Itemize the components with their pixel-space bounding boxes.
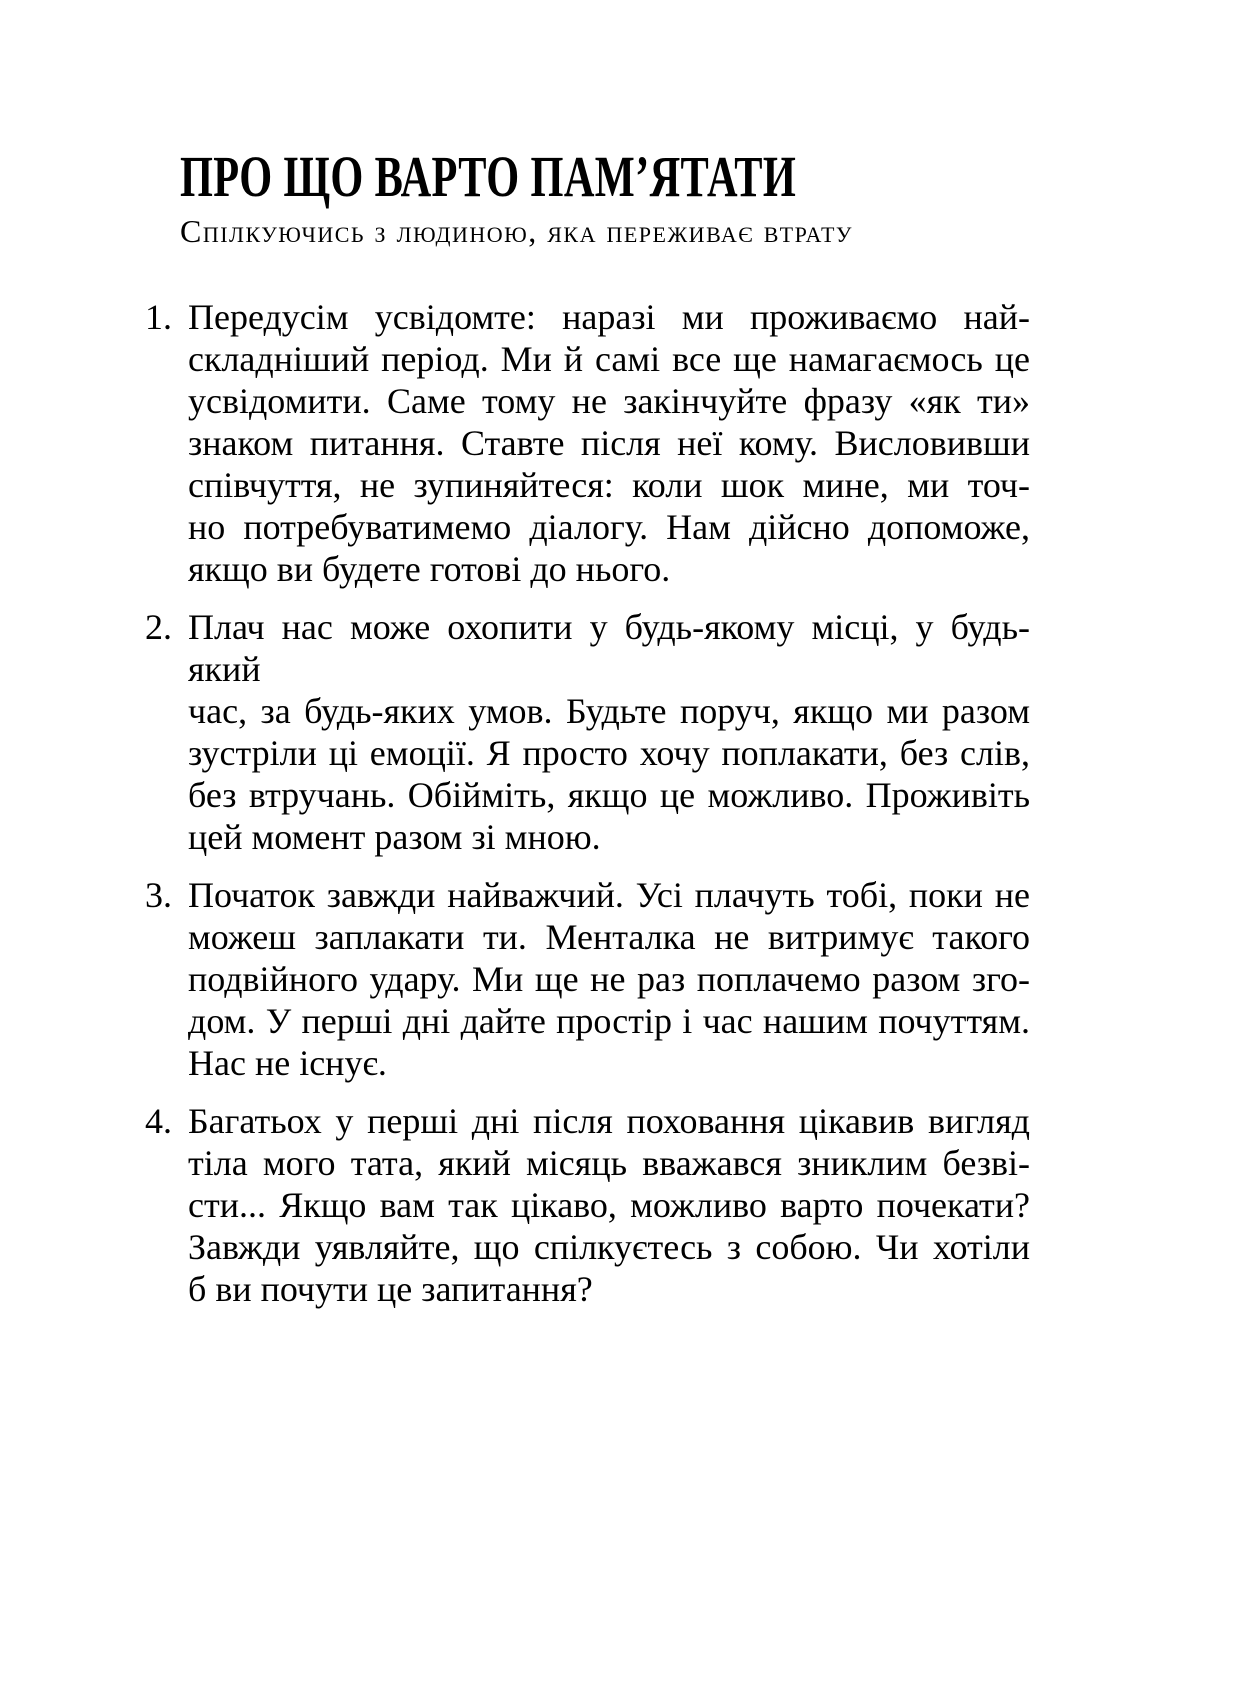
text-line: Нас не існує. bbox=[188, 1043, 387, 1083]
page-title: ПРО ЩО ВАРТО ПАМ’ЯТАТИ bbox=[180, 144, 797, 209]
page-subtitle: Спілкуючись з людиною, яка переживає втрату bbox=[180, 213, 853, 249]
text-line: Початок завжди найважчий. Усі плачуть тобі, поки не bbox=[188, 875, 1030, 915]
text-line: складніший період. Ми й самі все ще намагаємось це bbox=[188, 339, 1030, 379]
list-item bbox=[145, 296, 1030, 590]
text-line: б ви почути це запитання? bbox=[188, 1269, 593, 1309]
text-line: знаком питання. Ставте після неї кому. Висловивши bbox=[188, 423, 1030, 463]
text-line: сти... Якщо вам так цікаво, можливо варто почекати? bbox=[188, 1185, 1030, 1225]
text-line: час, за будь-яких умов. Будьте поруч, якщо ми разом bbox=[188, 691, 1030, 731]
text-line: Плач нас може охопити у будь-якому місці, у будь-який bbox=[188, 607, 1030, 689]
list-item bbox=[145, 1100, 1030, 1310]
item-number: 1. bbox=[145, 297, 172, 337]
text-line: усвідомити. Саме тому не закінчуйте фразу «як ти» bbox=[188, 381, 1030, 421]
section-header bbox=[180, 144, 1024, 250]
text-line: можеш заплакати ти. Менталка не витримує такого bbox=[188, 917, 1030, 957]
text-line: Передусім усвідомте: наразі ми проживаємо най- bbox=[188, 297, 1030, 337]
text-line: Багатьох у перші дні після поховання цікавив вигляд bbox=[188, 1101, 1030, 1141]
text-line: но потребуватимемо діалогу. Нам дійсно допоможе, bbox=[188, 507, 1030, 547]
item-number: 3. bbox=[145, 875, 172, 915]
item-text bbox=[188, 606, 1030, 858]
text-line: якщо ви будете готові до нього. bbox=[188, 549, 671, 589]
text-line: Завжди уявляйте, що спілкуєтесь з собою. Чи хотіли bbox=[188, 1227, 1030, 1267]
text-line: цей момент разом зі мною. bbox=[188, 817, 601, 857]
text-line: співчуття, не зупиняйтеся: коли шок мине, ми точ- bbox=[188, 465, 1030, 505]
text-line: без втручань. Обійміть, якщо це можливо. Проживіть bbox=[188, 775, 1030, 815]
item-number: 2. bbox=[145, 607, 172, 647]
item-text bbox=[188, 874, 1030, 1084]
text-line: подвійного удару. Ми ще не раз поплачемо разом зго- bbox=[188, 959, 1030, 999]
text-line: зустріли ці емоції. Я просто хочу поплакати, без слів, bbox=[188, 733, 1030, 773]
item-text bbox=[188, 1100, 1030, 1310]
item-number: 4. bbox=[145, 1101, 172, 1141]
list-item bbox=[145, 874, 1030, 1084]
item-text bbox=[188, 296, 1030, 590]
text-line: дом. У перші дні дайте простір і час нашим почуттям. bbox=[188, 1001, 1030, 1041]
list-item bbox=[145, 606, 1030, 858]
text-line: тіла мого тата, який місяць вважався зниклим безві- bbox=[188, 1143, 1030, 1183]
numbered-list bbox=[145, 296, 1030, 1310]
